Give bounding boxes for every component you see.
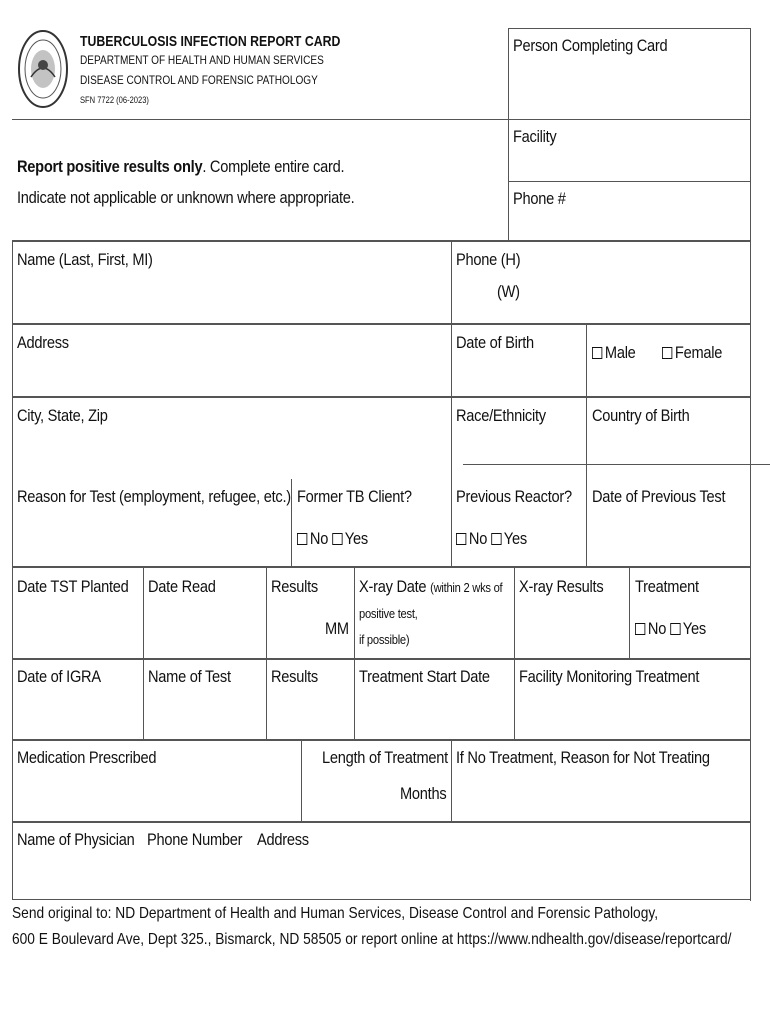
length-of-treatment-field[interactable]: Length of Treatment: [322, 748, 448, 767]
physician-phone-field[interactable]: Phone Number: [147, 830, 243, 849]
department-line-1: DEPARTMENT OF HEALTH AND HUMAN SERVICES: [80, 53, 324, 67]
facility-field[interactable]: Facility: [513, 127, 557, 146]
date-read-field[interactable]: Date Read: [148, 577, 216, 596]
person-completing-card-field[interactable]: Person Completing Card: [513, 36, 668, 55]
facility-monitoring-field[interactable]: Facility Monitoring Treatment: [519, 667, 700, 686]
footer-line-2: 600 E Boulevard Ave, Dept 325., Bismarck, ND 58505 or report online at https://www.ndhealth.gov/disease/reportcard/: [12, 931, 732, 948]
address-field[interactable]: Address: [17, 333, 69, 352]
reason-for-test-field[interactable]: Reason for Test (employment, refugee, etc.): [17, 487, 291, 506]
female-checkbox[interactable]: Female: [662, 343, 722, 363]
mm-unit: MM: [325, 619, 349, 638]
treatment-start-date-field[interactable]: Treatment Start Date: [359, 667, 490, 686]
previous-reactor-label: Previous Reactor?: [456, 487, 572, 506]
xray-results-field[interactable]: X-ray Results: [519, 577, 604, 596]
instructions-line-2: Indicate not applicable or unknown where appropriate.: [17, 188, 355, 207]
phone-work-field[interactable]: (W): [497, 282, 520, 301]
instructions-line-1: Report positive results only. Complete entire card.: [17, 157, 345, 176]
xray-date-note-2: positive test,: [359, 606, 418, 621]
checkbox-icon: [297, 533, 307, 545]
medication-prescribed-field[interactable]: Medication Prescribed: [17, 748, 157, 767]
treatment-label: Treatment: [635, 577, 699, 596]
checkbox-icon: [456, 533, 466, 545]
footer-line-1: Send original to: ND Department of Health and Human Services, Disease Control and Forensic Pathology,: [12, 905, 659, 922]
phone-field[interactable]: Phone #: [513, 189, 566, 208]
department-line-2: DISEASE CONTROL AND FORENSIC PATHOLOGY: [80, 73, 318, 87]
form-title: TUBERCULOSIS INFECTION REPORT CARD: [80, 33, 341, 50]
city-state-zip-field[interactable]: City, State, Zip: [17, 406, 108, 425]
country-of-birth-field[interactable]: Country of Birth: [592, 406, 690, 425]
checkbox-icon: [662, 347, 672, 359]
date-of-birth-field[interactable]: Date of Birth: [456, 333, 534, 352]
checkbox-icon: [670, 623, 680, 635]
former-tb-client-options[interactable]: No Yes: [297, 529, 368, 549]
xray-date-field[interactable]: X-ray Date (within 2 wks of: [359, 577, 503, 596]
xray-date-note-3: if possible): [359, 632, 410, 647]
date-of-igra-field[interactable]: Date of IGRA: [17, 667, 101, 686]
igra-results-field[interactable]: Results: [271, 667, 318, 686]
phone-home-field[interactable]: Phone (H): [456, 250, 521, 269]
date-tst-planted-field[interactable]: Date TST Planted: [17, 577, 129, 596]
form-number: SFN 7722 (06-2023): [80, 95, 149, 105]
previous-reactor-options[interactable]: No Yes: [456, 529, 527, 549]
treatment-options[interactable]: No Yes: [635, 619, 706, 639]
tst-results-field[interactable]: Results: [271, 577, 318, 596]
name-of-test-field[interactable]: Name of Test: [148, 667, 231, 686]
checkbox-icon: [332, 533, 342, 545]
former-tb-client-label: Former TB Client?: [297, 487, 412, 506]
checkbox-icon: [635, 623, 645, 635]
male-checkbox[interactable]: Male: [592, 343, 636, 363]
checkbox-icon: [491, 533, 501, 545]
name-field[interactable]: Name (Last, First, MI): [17, 250, 153, 269]
checkbox-icon: [592, 347, 602, 359]
state-seal-icon: [17, 29, 69, 109]
physician-address-field[interactable]: Address: [257, 830, 309, 849]
no-treatment-reason-field[interactable]: If No Treatment, Reason for Not Treating: [456, 748, 710, 767]
date-previous-test-field[interactable]: Date of Previous Test: [592, 487, 726, 506]
physician-name-field[interactable]: Name of Physician: [17, 830, 135, 849]
months-unit: Months: [400, 784, 447, 803]
race-ethnicity-field[interactable]: Race/Ethnicity: [456, 406, 546, 425]
